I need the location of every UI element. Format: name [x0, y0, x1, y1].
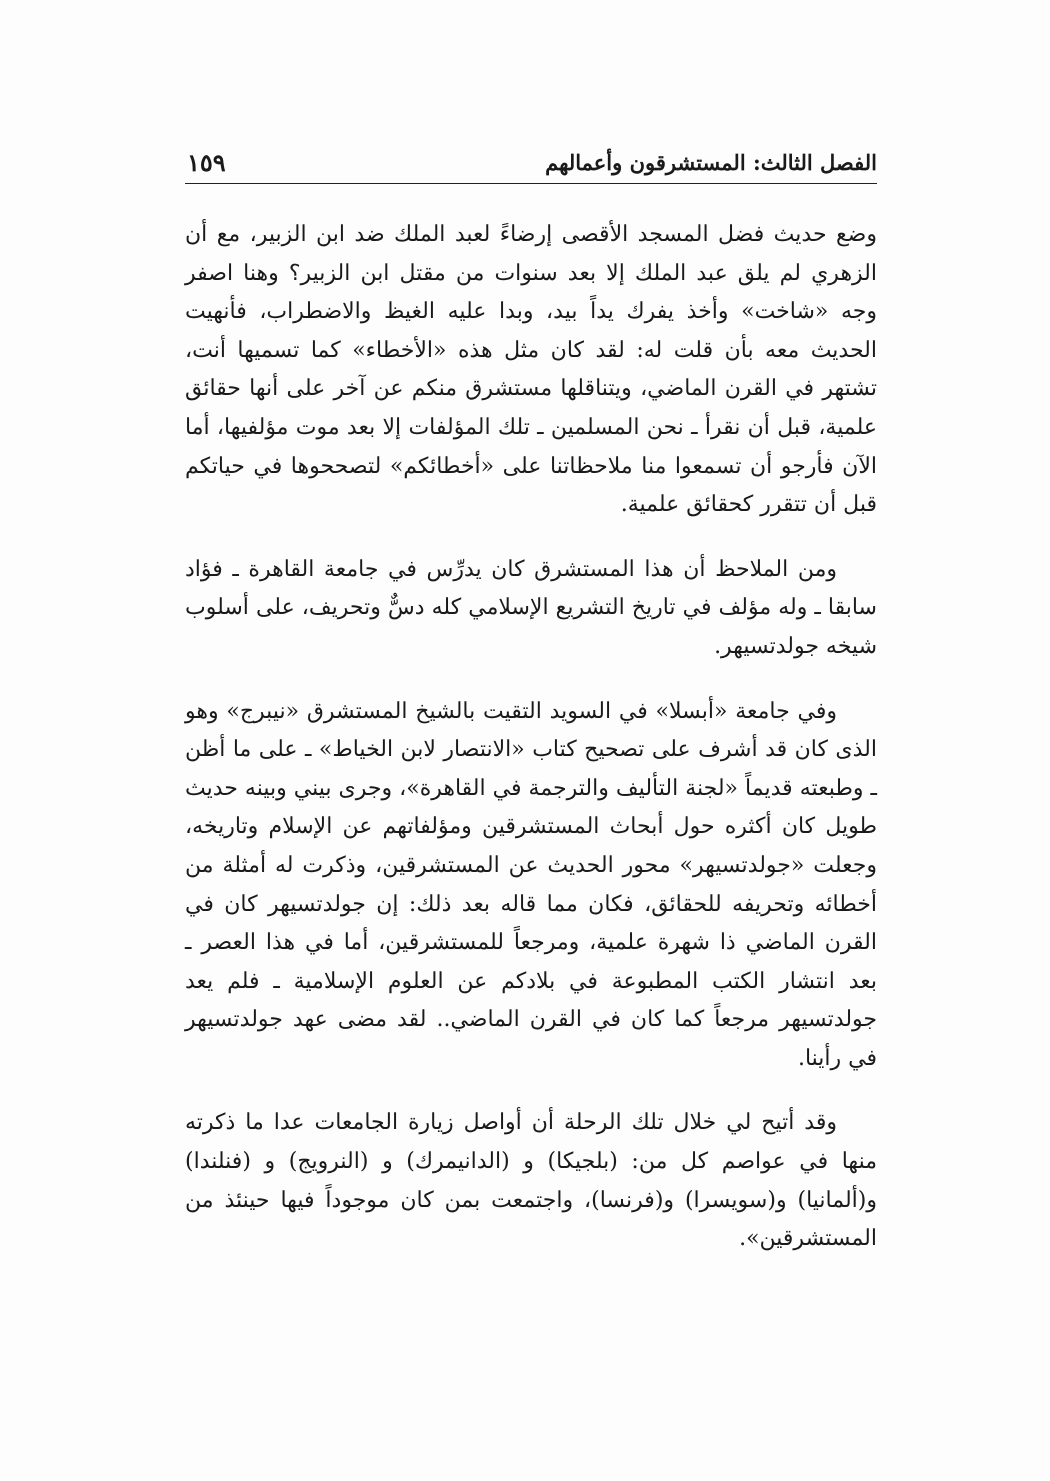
paragraph-2: ومن الملاحظ أن هذا المستشرق كان يدرِّس في جامعة القاهرة ـ فؤاد سابقا ـ وله مؤلف في تاريخ التشريع الإسلامي كله دسٌّ وتحريف، على أسلوب شيخه جولدتسيهر.	[185, 556, 877, 659]
page-number: ١٥٩	[187, 148, 226, 177]
paragraph-4: وقد أتيح لي خلال تلك الرحلة أن أواصل زيارة الجامعات عدا ما ذكرته منها في عواصم كل من: (بلجيكا) و (الدانيمرك) و (النرويج) و (فنلندا) و(ألمانيا) و(سويسرا) و(فرنسا)، واجتمعت بمن كان موجوداً فيها حينئذ من المستشرقين».	[185, 1110, 877, 1252]
paragraph-1: وضع حديث فضل المسجد الأقصى إرضاءً لعبد الملك ضد ابن الزبير، مع أن الزهري لم يلق عبد الملك إلا بعد سنوات من مقتل ابن الزبير؟ وهنا اصفر وجه «شاخت» وأخذ يفرك يداً بيد، وبدا عليه الغيظ والاضطراب، فأنهيت الحديث معه بأن قلت له: لقد كان مثل هذه «الأخطاء» كما تسميها أنت، تشتهر في القرن الماضي، ويتناقلها مستشرق منكم عن آخر على أنها حقائق علمية، قبل أن نقرأ ـ نحن المسلمين ـ تلك المؤلفات إلا بعد موت مؤلفيها، أما الآن فأرجو أن تسمعوا منا ملاحظاتنا على «أخطائكم» لتصححوها في حياتكم قبل أن تتقرر كحقائق علمية.	[185, 222, 877, 518]
body-text	[185, 216, 877, 1259]
chapter-title: الفصل الثالث: المستشرقون وأعمالهم	[545, 150, 877, 175]
header-rule	[185, 183, 877, 184]
paragraph-3: وفي جامعة «أبسلا» في السويد التقيت بالشيخ المستشرق «نيبرج» وهو الذى كان قد أشرف على تصحيح كتاب «الانتصار لابن الخياط» ـ على ما أظن ـ وطبعته قديماً «لجنة التأليف والترجمة في القاهرة»، وجرى بيني وبينه حديث طويل كان أكثره حول أبحاث المستشرقين ومؤلفاتهم عن الإسلام وتاريخه، وجعلت «جولدتسيهر» محور الحديث عن المستشرقين، وذكرت له أمثلة من أخطائه وتحريفه للحقائق، فكان مما قاله بعد ذلك: إن جولدتسيهر كان في القرن الماضي ذا شهرة علمية، ومرجعاً للمستشرقين، أما في هذا العصر ـ بعد انتشار الكتب المطبوعة في بلادكم عن العلوم الإسلامية ـ فلم يعد جولدتسيهر مرجعاً كما كان في القرن الماضي.. لقد مضى عهد جولدتسيهر في رأينا.	[185, 698, 877, 1071]
running-header	[185, 146, 877, 186]
